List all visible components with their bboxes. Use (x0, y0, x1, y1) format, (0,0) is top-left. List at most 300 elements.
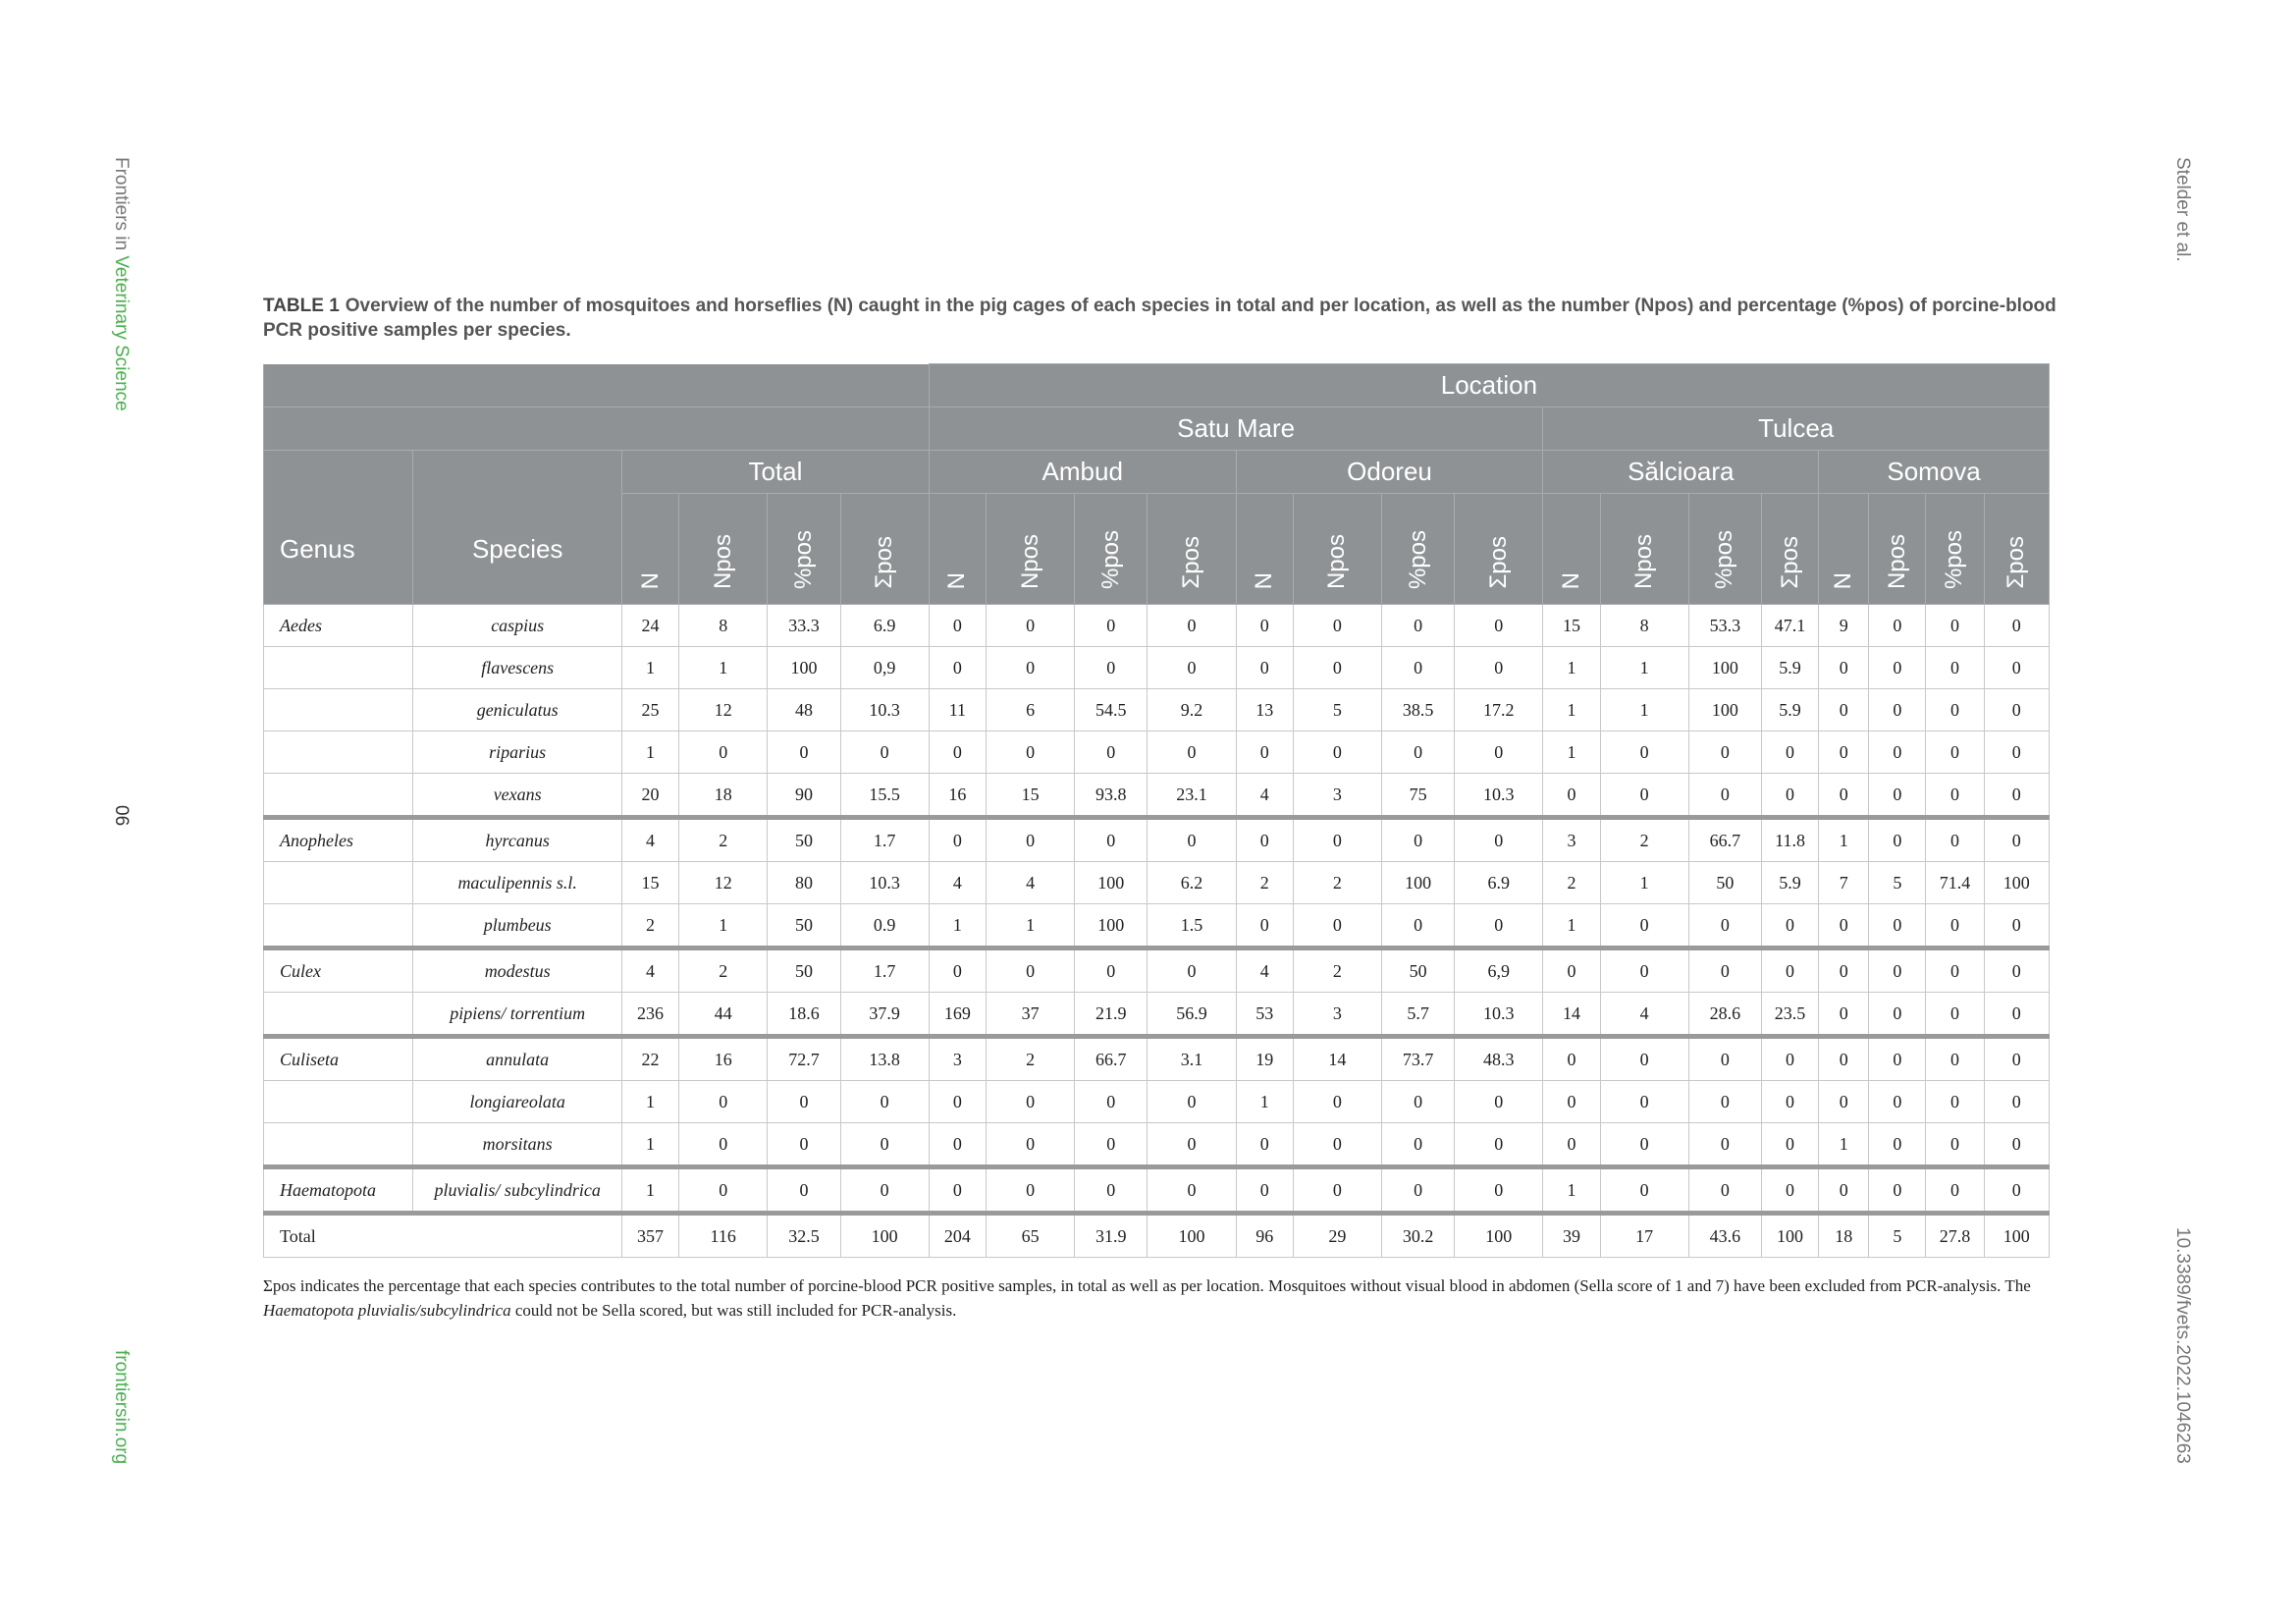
value-cell: 1 (1543, 647, 1600, 689)
value-cell: 0 (1293, 818, 1381, 862)
value-cell: 0 (1869, 1037, 1926, 1081)
col-header-label: %pos (1096, 529, 1124, 589)
value-cell: 53 (1236, 993, 1293, 1037)
value-cell: 0 (768, 1081, 840, 1123)
ambud-header: Ambud (929, 451, 1236, 494)
value-cell: 0 (1984, 731, 2049, 774)
value-cell: 0 (1382, 605, 1455, 647)
genus-cell (264, 774, 413, 818)
value-cell: 0 (1819, 1167, 1869, 1214)
value-cell: 0 (679, 1123, 768, 1167)
value-cell: 0 (1382, 818, 1455, 862)
value-cell: 0 (1869, 774, 1926, 818)
species-cell: morsitans (413, 1123, 622, 1167)
table-row (264, 731, 2050, 774)
value-cell: 0 (1236, 1167, 1293, 1214)
value-cell: 0 (1926, 1123, 1984, 1167)
col-header (768, 494, 840, 605)
species-cell: geniculatus (413, 689, 622, 731)
value-cell: 12 (679, 862, 768, 904)
value-cell: 0 (1075, 1123, 1148, 1167)
value-cell: 0 (1688, 904, 1761, 948)
location-header: Location (929, 364, 2049, 407)
value-cell: 18 (679, 774, 768, 818)
value-cell: 0 (1236, 647, 1293, 689)
table-row (264, 818, 2050, 862)
value-cell: 6,9 (1455, 948, 1543, 993)
value-cell: 0 (1819, 689, 1869, 731)
total-value-cell: 39 (1543, 1214, 1600, 1258)
value-cell: 0 (1293, 731, 1381, 774)
value-cell: 0 (1984, 818, 2049, 862)
value-cell: 16 (679, 1037, 768, 1081)
value-cell: 20 (621, 774, 678, 818)
value-cell: 2 (1543, 862, 1600, 904)
value-cell: 1 (1819, 818, 1869, 862)
odoreu-header: Odoreu (1236, 451, 1543, 494)
value-cell: 48.3 (1455, 1037, 1543, 1081)
total-value-cell: 100 (1455, 1214, 1543, 1258)
value-cell: 100 (1688, 647, 1761, 689)
value-cell: 25 (621, 689, 678, 731)
value-cell: 0 (1819, 1081, 1869, 1123)
value-cell: 1 (621, 1167, 678, 1214)
value-cell: 0 (1688, 731, 1761, 774)
value-cell: 1 (1543, 689, 1600, 731)
doi: 10.3389/fvets.2022.1046263 (2172, 1227, 2193, 1464)
value-cell: 100 (768, 647, 840, 689)
data-table (263, 363, 2050, 1258)
value-cell: 0 (1382, 731, 1455, 774)
value-cell: 2 (679, 818, 768, 862)
value-cell: 4 (1236, 948, 1293, 993)
value-cell: 0 (986, 948, 1074, 993)
value-cell: 0 (1869, 647, 1926, 689)
value-cell: 0 (929, 948, 986, 993)
genus-cell: Anopheles (264, 818, 413, 862)
col-header (1236, 494, 1293, 605)
value-cell: 0 (986, 1167, 1074, 1214)
value-cell: 0 (1926, 774, 1984, 818)
value-cell: 15 (986, 774, 1074, 818)
value-cell: 0 (1926, 1037, 1984, 1081)
value-cell: 0 (1984, 1167, 2049, 1214)
value-cell: 6.9 (1455, 862, 1543, 904)
caption-text: Overview of the number of mosquitoes and horseflies (N) caught in the pig cages of each species in total and per location, as well as the number (Npos) and percentage (%pos) of porcine-blood PCR positive samples per species. (263, 296, 2056, 341)
value-cell: 33.3 (768, 605, 840, 647)
col-header (1455, 494, 1543, 605)
value-cell: 47.1 (1761, 605, 1818, 647)
value-cell: 10.3 (1455, 774, 1543, 818)
genus-cell (264, 731, 413, 774)
value-cell: 5.7 (1382, 993, 1455, 1037)
species-cell: hyrcanus (413, 818, 622, 862)
total-value-cell: 27.8 (1926, 1214, 1984, 1258)
table-row (264, 605, 2050, 647)
journal-title: Veterinary Science (111, 255, 132, 411)
value-cell: 6.2 (1148, 862, 1236, 904)
genus-cell (264, 647, 413, 689)
genus-cell (264, 1081, 413, 1123)
value-cell: 0 (1543, 1081, 1600, 1123)
value-cell: 93.8 (1075, 774, 1148, 818)
value-cell: 24 (621, 605, 678, 647)
value-cell: 21.9 (1075, 993, 1148, 1037)
col-header (1761, 494, 1818, 605)
value-cell: 1 (1819, 1123, 1869, 1167)
species-cell: plumbeus (413, 904, 622, 948)
table-row (264, 1123, 2050, 1167)
value-cell: 0 (986, 818, 1074, 862)
value-cell: 1 (1236, 1081, 1293, 1123)
value-cell: 1.7 (840, 818, 929, 862)
value-cell: 1 (621, 647, 678, 689)
value-cell: 1 (1600, 689, 1688, 731)
value-cell: 75 (1382, 774, 1455, 818)
value-cell: 0 (1819, 904, 1869, 948)
value-cell: 10.3 (1455, 993, 1543, 1037)
value-cell: 80 (768, 862, 840, 904)
value-cell: 23.5 (1761, 993, 1818, 1037)
total-value-cell: 30.2 (1382, 1214, 1455, 1258)
value-cell: 1 (621, 1081, 678, 1123)
value-cell: 0 (1984, 948, 2049, 993)
value-cell: 15 (1543, 605, 1600, 647)
total-value-cell: 96 (1236, 1214, 1293, 1258)
value-cell: 90 (768, 774, 840, 818)
value-cell: 0 (1600, 1037, 1688, 1081)
value-cell: 6.9 (840, 605, 929, 647)
value-cell: 71.4 (1926, 862, 1984, 904)
value-cell: 9.2 (1148, 689, 1236, 731)
value-cell: 2 (1236, 862, 1293, 904)
value-cell: 4 (621, 818, 678, 862)
value-cell: 12 (679, 689, 768, 731)
value-cell: 0 (929, 1123, 986, 1167)
value-cell: 72.7 (768, 1037, 840, 1081)
genus-header: Genus (264, 451, 413, 605)
col-header-label: Npos (1323, 533, 1351, 589)
value-cell: 50 (768, 904, 840, 948)
value-cell: 4 (1236, 774, 1293, 818)
value-cell: 0 (1819, 647, 1869, 689)
value-cell: 73.7 (1382, 1037, 1455, 1081)
value-cell: 5.9 (1761, 647, 1818, 689)
value-cell: 0 (1869, 818, 1926, 862)
value-cell: 0 (840, 1123, 929, 1167)
col-header (1148, 494, 1236, 605)
value-cell: 22 (621, 1037, 678, 1081)
value-cell: 1 (621, 1123, 678, 1167)
col-header-label: N (636, 571, 664, 589)
value-cell: 0 (1688, 1123, 1761, 1167)
species-cell: pipiens/ torrentium (413, 993, 622, 1037)
value-cell: 1.7 (840, 948, 929, 993)
value-cell: 0 (1236, 605, 1293, 647)
table-row (264, 774, 2050, 818)
value-cell: 0 (1455, 1081, 1543, 1123)
value-cell: 0 (1075, 948, 1148, 993)
table-row (264, 904, 2050, 948)
value-cell: 0 (1382, 904, 1455, 948)
value-cell: 0 (1075, 1167, 1148, 1214)
col-header (986, 494, 1074, 605)
value-cell: 3 (1543, 818, 1600, 862)
value-cell: 0 (1869, 1167, 1926, 1214)
value-cell: 1 (679, 647, 768, 689)
value-cell: 13.8 (840, 1037, 929, 1081)
value-cell: 0 (1293, 1123, 1381, 1167)
value-cell: 0 (1455, 904, 1543, 948)
value-cell: 11.8 (1761, 818, 1818, 862)
value-cell: 0 (1984, 689, 2049, 731)
value-cell: 1 (986, 904, 1074, 948)
value-cell: 5 (1869, 862, 1926, 904)
value-cell: 0,9 (840, 647, 929, 689)
total-value-cell: 18 (1819, 1214, 1869, 1258)
genus-cell (264, 904, 413, 948)
value-cell: 0 (1688, 1081, 1761, 1123)
species-cell: flavescens (413, 647, 622, 689)
value-cell: 1 (1543, 731, 1600, 774)
footnote-italic: Haematopota pluvialis/subcylindrica (263, 1301, 511, 1320)
total-value-cell: 357 (621, 1214, 678, 1258)
value-cell: 0 (1382, 1167, 1455, 1214)
value-cell: 0 (1600, 774, 1688, 818)
col-header-label: Σpos (1484, 536, 1512, 589)
col-header-label: N (1830, 571, 1857, 589)
value-cell: 0 (1984, 993, 2049, 1037)
value-cell: 0 (840, 731, 929, 774)
table-row (264, 647, 2050, 689)
value-cell: 0 (840, 1167, 929, 1214)
value-cell: 0 (1688, 774, 1761, 818)
table-footnote (263, 1273, 2050, 1323)
value-cell: 2 (1293, 862, 1381, 904)
value-cell: 0 (1075, 647, 1148, 689)
value-cell: 0 (1926, 689, 1984, 731)
value-cell: 2 (1293, 948, 1381, 993)
value-cell: 0 (1293, 647, 1381, 689)
value-cell: 0 (1075, 818, 1148, 862)
value-cell: 8 (1600, 605, 1688, 647)
value-cell: 1 (679, 904, 768, 948)
col-header (1869, 494, 1926, 605)
col-header-label: N (943, 571, 971, 589)
col-header (621, 494, 678, 605)
footnote-part2: could not be Sella scored, but was still included for PCR-analysis. (510, 1301, 957, 1320)
col-header-label: Npos (1016, 533, 1043, 589)
col-header-label: N (1557, 571, 1584, 589)
total-value-cell: 100 (1984, 1214, 2049, 1258)
value-cell: 5.9 (1761, 689, 1818, 731)
species-header: Species (413, 451, 622, 605)
total-row (264, 1214, 2050, 1258)
total-value-cell: 100 (1148, 1214, 1236, 1258)
site-link[interactable]: frontiersin.org (111, 1350, 132, 1465)
value-cell: 13 (1236, 689, 1293, 731)
value-cell: 0 (1236, 904, 1293, 948)
genus-cell: Aedes (264, 605, 413, 647)
value-cell: 2 (621, 904, 678, 948)
value-cell: 0 (679, 1081, 768, 1123)
value-cell: 1 (1600, 862, 1688, 904)
value-cell: 0 (1600, 1081, 1688, 1123)
value-cell: 0 (1543, 948, 1600, 993)
value-cell: 2 (679, 948, 768, 993)
value-cell: 54.5 (1075, 689, 1148, 731)
value-cell: 0 (1148, 1081, 1236, 1123)
col-header-label: Σpos (1776, 536, 1803, 589)
table-row (264, 1167, 2050, 1214)
value-cell: 0 (1075, 731, 1148, 774)
value-cell: 0 (1148, 647, 1236, 689)
col-header-label: N (1251, 571, 1278, 589)
value-cell: 0 (768, 1167, 840, 1214)
species-cell: caspius (413, 605, 622, 647)
value-cell: 0 (1984, 1081, 2049, 1123)
value-cell: 56.9 (1148, 993, 1236, 1037)
col-header-label: Npos (709, 533, 736, 589)
value-cell: 37 (986, 993, 1074, 1037)
total-value-cell: 17 (1600, 1214, 1688, 1258)
genus-cell (264, 862, 413, 904)
value-cell: 0 (1869, 605, 1926, 647)
value-cell: 0 (1382, 647, 1455, 689)
value-cell: 0 (1761, 731, 1818, 774)
value-cell: 0 (1869, 731, 1926, 774)
value-cell: 0 (679, 731, 768, 774)
species-cell: riparius (413, 731, 622, 774)
value-cell: 100 (1984, 862, 2049, 904)
value-cell: 0 (1236, 1123, 1293, 1167)
col-header (1293, 494, 1381, 605)
value-cell: 18.6 (768, 993, 840, 1037)
value-cell: 1 (1543, 904, 1600, 948)
value-cell: 0 (1382, 1123, 1455, 1167)
value-cell: 37.9 (840, 993, 929, 1037)
value-cell: 3.1 (1148, 1037, 1236, 1081)
col-header (1600, 494, 1688, 605)
col-header-label: Σpos (871, 536, 898, 589)
value-cell: 0 (1984, 1123, 2049, 1167)
col-header (1819, 494, 1869, 605)
value-cell: 0 (768, 731, 840, 774)
value-cell: 100 (1075, 904, 1148, 948)
value-cell: 53.3 (1688, 605, 1761, 647)
value-cell: 0 (1869, 993, 1926, 1037)
value-cell: 0 (1600, 731, 1688, 774)
value-cell: 1 (1543, 1167, 1600, 1214)
value-cell: 0 (1984, 1037, 2049, 1081)
value-cell: 0 (1148, 818, 1236, 862)
value-cell: 0 (1926, 647, 1984, 689)
value-cell: 0 (1984, 774, 2049, 818)
value-cell: 0 (1761, 1123, 1818, 1167)
value-cell: 0 (1869, 1123, 1926, 1167)
tulcea-header: Tulcea (1543, 407, 2050, 451)
col-header-label: %pos (789, 529, 817, 589)
col-header (679, 494, 768, 605)
value-cell: 48 (768, 689, 840, 731)
species-cell: modestus (413, 948, 622, 993)
value-cell: 3 (1293, 993, 1381, 1037)
value-cell: 0 (1869, 904, 1926, 948)
value-cell: 0 (1926, 731, 1984, 774)
value-cell: 236 (621, 993, 678, 1037)
total-value-cell: 43.6 (1688, 1214, 1761, 1258)
value-cell: 0 (1600, 1123, 1688, 1167)
total-value-cell: 65 (986, 1214, 1074, 1258)
value-cell: 0 (1236, 818, 1293, 862)
total-value-cell: 100 (1761, 1214, 1818, 1258)
value-cell: 50 (1688, 862, 1761, 904)
value-cell: 0 (929, 731, 986, 774)
value-cell: 0 (929, 605, 986, 647)
value-cell: 1 (1600, 647, 1688, 689)
value-cell: 50 (768, 818, 840, 862)
col-header (1075, 494, 1148, 605)
col-header (1926, 494, 1984, 605)
value-cell: 1 (621, 731, 678, 774)
value-cell: 0 (1075, 605, 1148, 647)
value-cell: 0 (1600, 904, 1688, 948)
value-cell: 0 (1455, 818, 1543, 862)
value-cell: 1 (929, 904, 986, 948)
page-number: 06 (111, 805, 132, 827)
species-cell: maculipennis s.l. (413, 862, 622, 904)
value-cell: 0 (1148, 731, 1236, 774)
value-cell: 4 (929, 862, 986, 904)
journal-name (110, 157, 132, 411)
value-cell: 38.5 (1382, 689, 1455, 731)
value-cell: 0 (1869, 689, 1926, 731)
table-row (264, 1081, 2050, 1123)
value-cell: 0 (840, 1081, 929, 1123)
value-cell: 4 (986, 862, 1074, 904)
col-header-label: %pos (1941, 529, 1968, 589)
value-cell: 0 (1761, 1081, 1818, 1123)
genus-cell (264, 1123, 413, 1167)
value-cell: 66.7 (1688, 818, 1761, 862)
value-cell: 0 (1819, 1037, 1869, 1081)
value-cell: 0 (1148, 1123, 1236, 1167)
genus-cell: Culiseta (264, 1037, 413, 1081)
species-cell: vexans (413, 774, 622, 818)
col-header (1688, 494, 1761, 605)
value-cell: 0 (1926, 948, 1984, 993)
value-cell: 0 (986, 1123, 1074, 1167)
value-cell: 3 (1293, 774, 1381, 818)
value-cell: 0 (679, 1167, 768, 1214)
value-cell: 7 (1819, 862, 1869, 904)
footnote-part1: Σpos indicates the percentage that each species contributes to the total number of porcine-blood PCR positive samples, in total as well as per location. Mosquitoes without visual blood in abdomen (Sella score of 1 and 7) have been excluded from PCR-analysis. The (263, 1276, 2031, 1295)
species-cell: longiareolata (413, 1081, 622, 1123)
value-cell: 0 (1688, 948, 1761, 993)
value-cell: 0 (1819, 948, 1869, 993)
total-value-cell: 31.9 (1075, 1214, 1148, 1258)
value-cell: 0 (1293, 1167, 1381, 1214)
table-caption (263, 294, 2079, 343)
col-header-label: Npos (1630, 533, 1658, 589)
value-cell: 0 (1926, 1081, 1984, 1123)
total-value-cell: 204 (929, 1214, 986, 1258)
value-cell: 0 (1926, 904, 1984, 948)
value-cell: 0 (929, 647, 986, 689)
value-cell: 0.9 (840, 904, 929, 948)
col-header-label: %pos (1404, 529, 1431, 589)
value-cell: 0 (1455, 605, 1543, 647)
